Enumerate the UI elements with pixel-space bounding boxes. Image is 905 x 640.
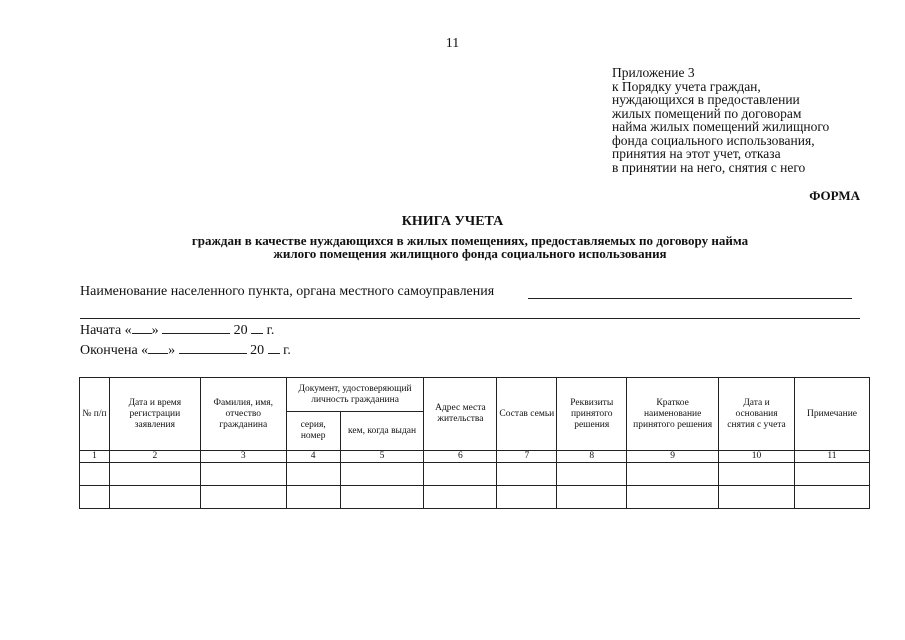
appendix-block bbox=[612, 66, 902, 174]
table-cell[interactable] bbox=[794, 463, 869, 486]
ended-field bbox=[80, 341, 291, 359]
appendix-line: жилых помещений по договорам bbox=[612, 105, 802, 121]
table-cell[interactable] bbox=[286, 486, 340, 509]
table-cell[interactable] bbox=[627, 486, 719, 509]
ended-year: 20 bbox=[250, 343, 265, 358]
started-month-blank[interactable] bbox=[162, 321, 230, 334]
ended-day-blank[interactable] bbox=[148, 341, 168, 354]
table-cell[interactable] bbox=[200, 463, 286, 486]
table-cell[interactable] bbox=[497, 463, 557, 486]
table-cell[interactable] bbox=[286, 463, 340, 486]
table-cell[interactable] bbox=[424, 486, 497, 509]
appendix-line: в принятии на него, снятия с него bbox=[612, 159, 806, 175]
started-day-blank[interactable] bbox=[132, 321, 152, 334]
subtitle-line: граждан в качестве нуждающихся в жилых помещениях, предоставляемых по договору найма bbox=[191, 233, 749, 248]
table-cell[interactable] bbox=[200, 486, 286, 509]
column-number: 9 bbox=[627, 451, 719, 463]
table-cell[interactable] bbox=[109, 486, 200, 509]
locality-fill-line[interactable] bbox=[528, 298, 852, 299]
table-cell[interactable] bbox=[340, 486, 424, 509]
column-number: 5 bbox=[340, 451, 424, 463]
document-subtitle bbox=[130, 234, 810, 260]
table-row bbox=[80, 486, 870, 509]
ended-mid: » bbox=[168, 343, 176, 358]
header-note: Примечание bbox=[794, 378, 869, 451]
table-cell[interactable] bbox=[794, 486, 869, 509]
locality-fill-line-2[interactable] bbox=[80, 318, 860, 319]
started-year: 20 bbox=[233, 323, 248, 338]
header-num: № п/п bbox=[80, 378, 110, 451]
appendix-line: к Порядку учета граждан, bbox=[612, 78, 761, 94]
appendix-line: Приложение 3 bbox=[612, 65, 695, 80]
started-prefix: Начата « bbox=[80, 323, 132, 338]
column-number: 11 bbox=[794, 451, 869, 463]
ended-year-blank[interactable] bbox=[268, 341, 280, 354]
subtitle-line: жилого помещения жилищного фонда социального использования bbox=[273, 246, 667, 261]
header-full-name: Фамилия, имя, отчество гражданина bbox=[200, 378, 286, 451]
header-series-number: серия, номер bbox=[286, 412, 340, 451]
table-cell[interactable] bbox=[627, 463, 719, 486]
column-number: 3 bbox=[200, 451, 286, 463]
table-cell[interactable] bbox=[719, 463, 795, 486]
column-number: 7 bbox=[497, 451, 557, 463]
table-cell[interactable] bbox=[557, 463, 627, 486]
table-cell[interactable] bbox=[424, 463, 497, 486]
header-issued-by: кем, когда выдан bbox=[340, 412, 424, 451]
table-cell[interactable] bbox=[109, 463, 200, 486]
appendix-line: найма жилых помещений жилищного bbox=[612, 119, 830, 134]
column-number: 1 bbox=[80, 451, 110, 463]
ended-month-blank[interactable] bbox=[179, 341, 247, 354]
started-mid: » bbox=[151, 323, 159, 338]
header-identity-document: Документ, удостоверяющий личность гражданина bbox=[286, 378, 424, 412]
header-family: Состав семьи bbox=[497, 378, 557, 451]
table-cell[interactable] bbox=[80, 486, 110, 509]
table-cell[interactable] bbox=[80, 463, 110, 486]
table-cell[interactable] bbox=[557, 486, 627, 509]
column-number: 8 bbox=[557, 451, 627, 463]
column-number: 6 bbox=[424, 451, 497, 463]
header-address: Адрес места жительства bbox=[424, 378, 497, 451]
column-number-row bbox=[80, 451, 870, 463]
header-removal: Дата и основания снятия с учета bbox=[719, 378, 795, 451]
appendix-line: нуждающихся в предоставлении bbox=[612, 92, 800, 107]
ended-prefix: Окончена « bbox=[80, 343, 149, 358]
header-decision-name: Краткое наименование принятого решения bbox=[627, 378, 719, 451]
table-row bbox=[80, 463, 870, 486]
table-cell[interactable] bbox=[497, 486, 557, 509]
header-registration-date: Дата и время регистрации заявления bbox=[109, 378, 200, 451]
ended-suffix: г. bbox=[283, 343, 291, 358]
appendix-line: фонда социального использования, bbox=[612, 132, 815, 148]
table-cell[interactable] bbox=[719, 486, 795, 509]
column-number: 2 bbox=[109, 451, 200, 463]
header-decision-details: Реквизиты принятого решения bbox=[557, 378, 627, 451]
started-year-blank[interactable] bbox=[251, 321, 263, 334]
forma-label: ФОРМА bbox=[809, 188, 860, 203]
column-number: 4 bbox=[286, 451, 340, 463]
appendix-line: принятия на этот учет, отказа bbox=[612, 146, 781, 161]
started-suffix: г. bbox=[266, 323, 275, 338]
page-number: 11 bbox=[445, 36, 460, 51]
locality-label: Наименование населенного пункта, органа местного самоуправления bbox=[80, 284, 495, 299]
document-title: КНИГА УЧЕТА bbox=[401, 214, 504, 229]
table-cell[interactable] bbox=[340, 463, 424, 486]
column-number: 10 bbox=[719, 451, 795, 463]
started-field bbox=[80, 321, 274, 339]
registry-table bbox=[79, 377, 870, 509]
